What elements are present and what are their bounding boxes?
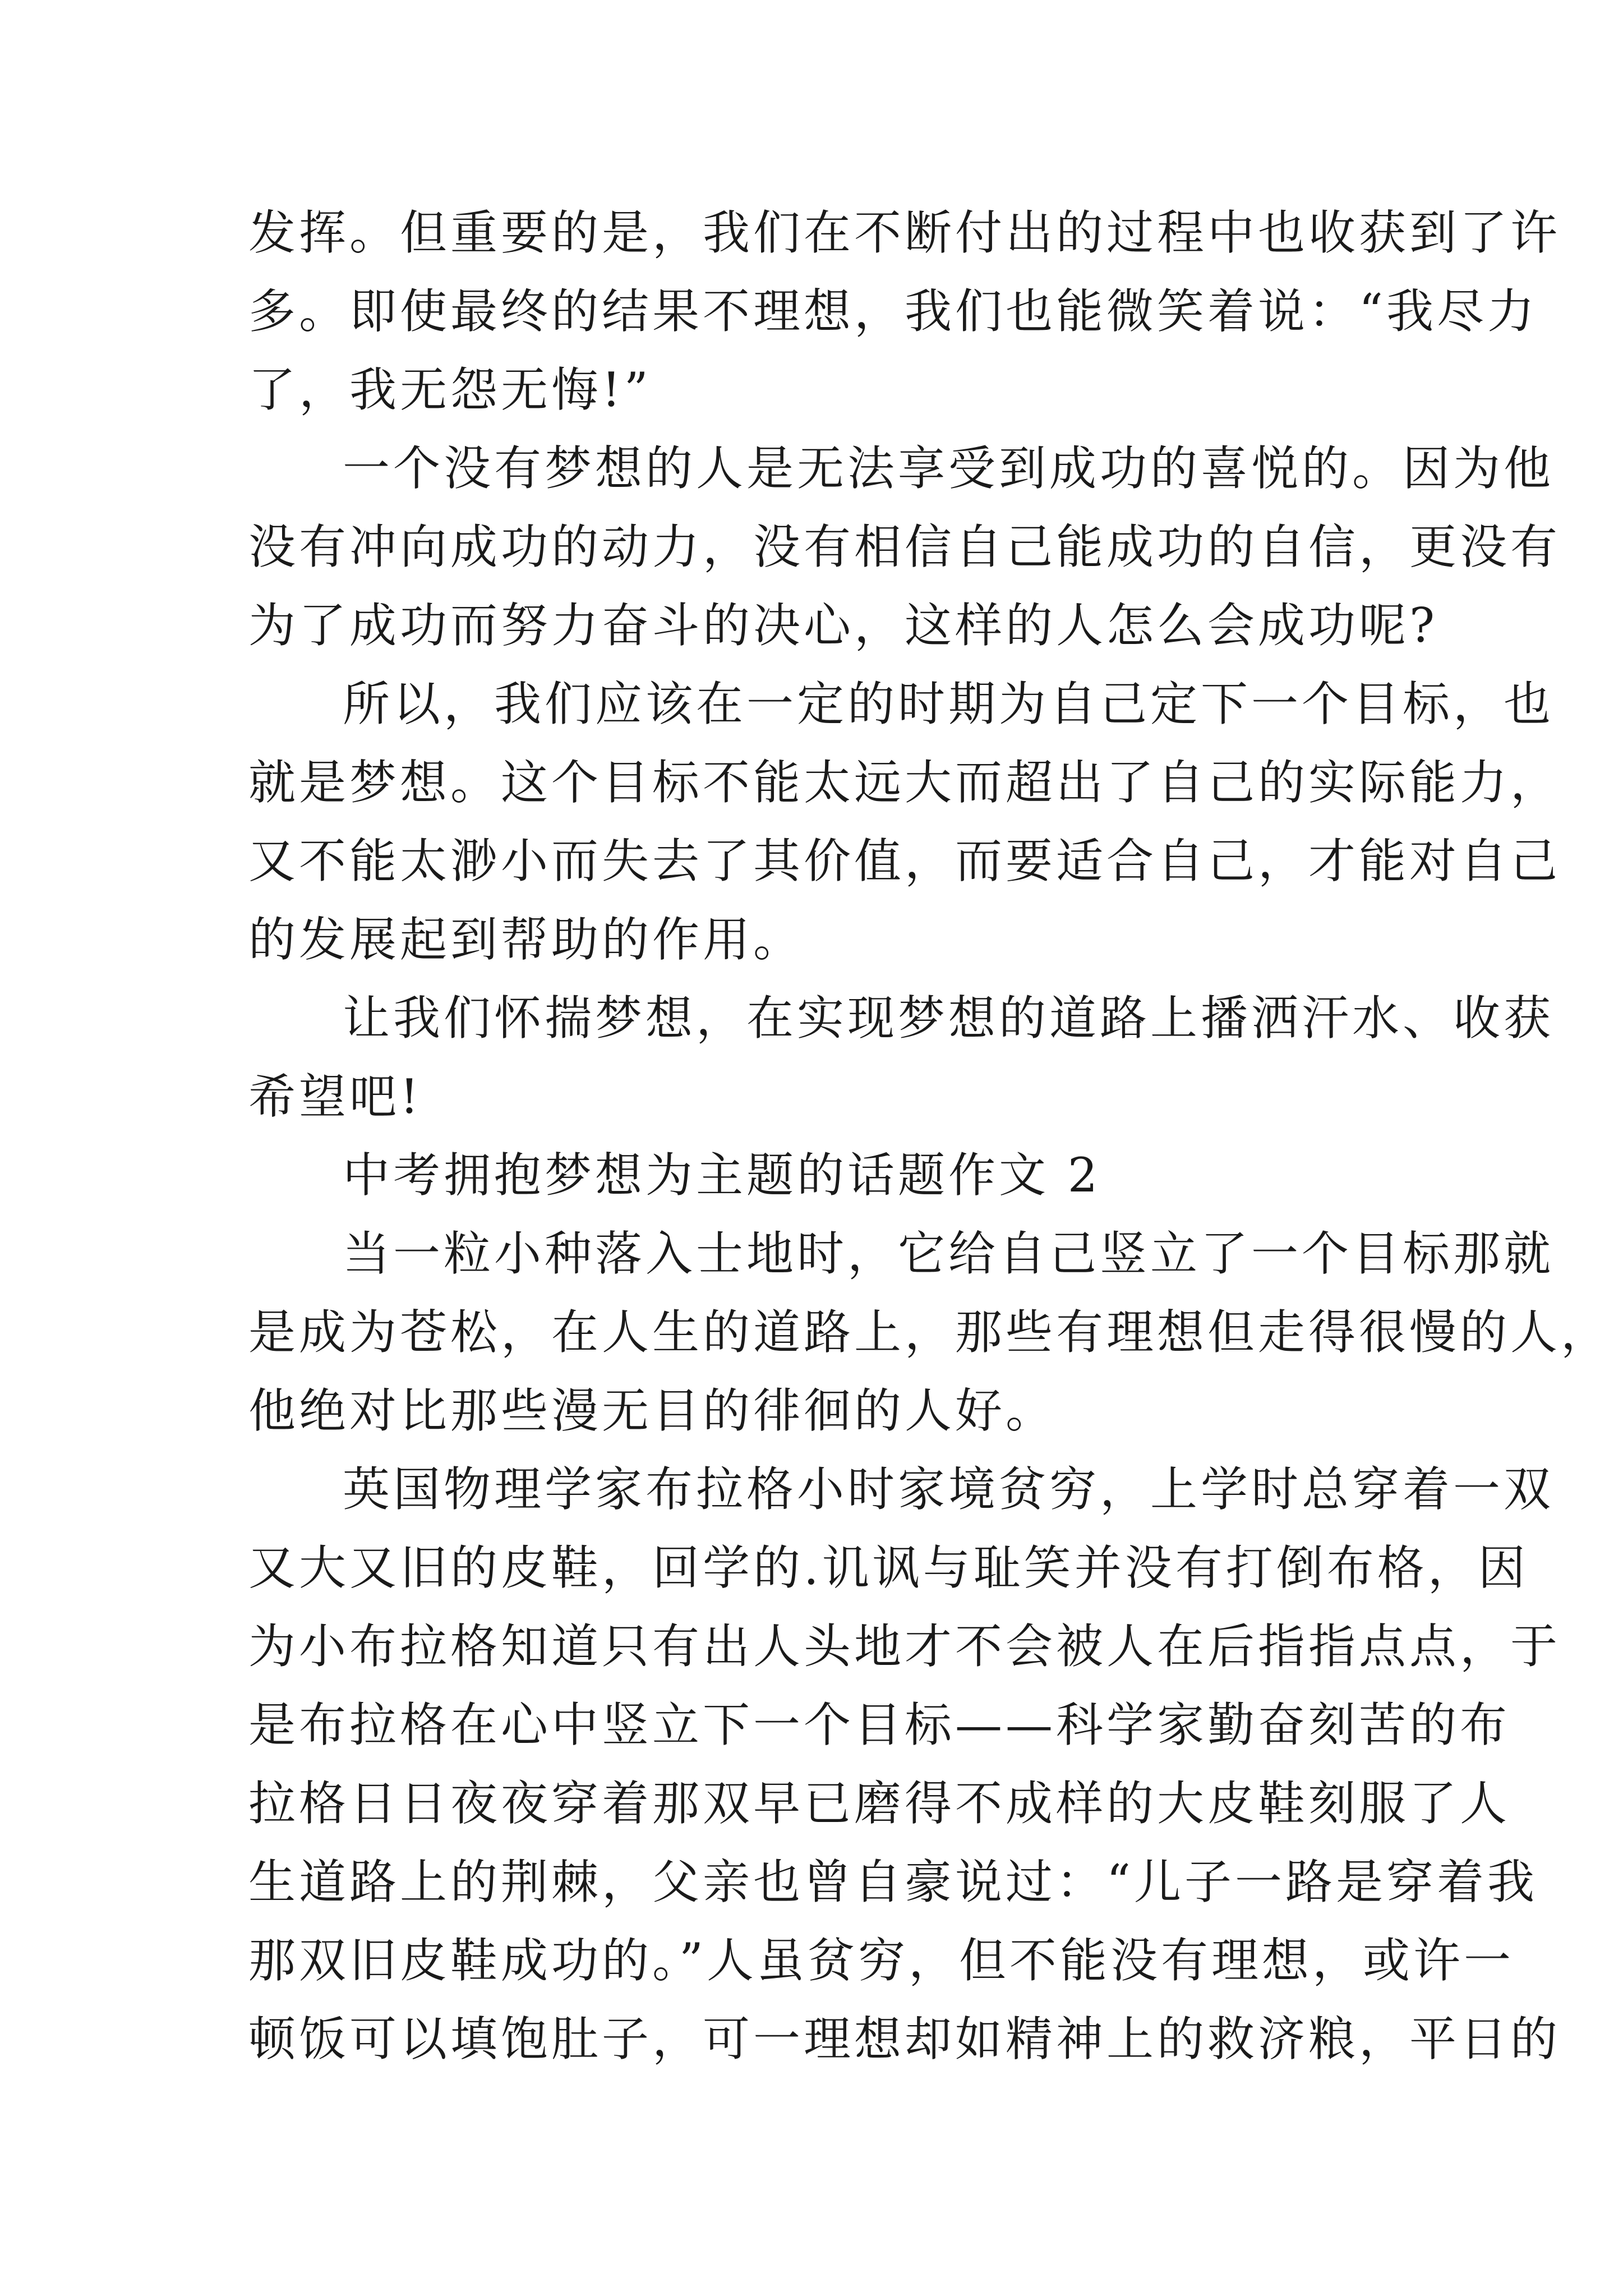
text-line: 的发展起到帮助的作用。 xyxy=(248,912,804,967)
text-line: 又大又旧的皮鞋，回学的.讥讽与耻笑并没有打倒布格，因 xyxy=(248,1540,1529,1595)
text-line: 了，我无怨无悔!” xyxy=(248,362,652,417)
text-line: 没有冲向成功的动力，没有相信自己能成功的自信，更没有 xyxy=(248,519,1561,574)
text-line: 多。即使最终的结果不理想，我们也能微笑着说：“我尽力 xyxy=(248,284,1538,339)
text-line: 为小布拉格知道只有出人头地才不会被人在后指指点点，于 xyxy=(248,1619,1561,1674)
text-line: 那双旧皮鞋成功的。”人虽贫穷，但不能没有理想，或许一 xyxy=(248,1933,1514,1988)
text-line: 拉格日日夜夜穿着那双早已磨得不成样的大皮鞋刻服了人 xyxy=(248,1776,1511,1831)
text-line: 又不能太渺小而失去了其价值，而要适合自己，才能对自己 xyxy=(248,834,1561,889)
text-line: 是成为苍松，在人生的道路上，那些有理想但走得很慢的人， xyxy=(248,1305,1612,1360)
paragraph-start-line: 让我们怀揣梦想，在实现梦想的道路上播洒汗水、收获 xyxy=(343,991,1555,1046)
text-line: 就是梦想。这个目标不能太远大而超出了自己的实际能力， xyxy=(248,755,1561,810)
text-line: 发挥。但重要的是，我们在不断付出的过程中也收获到了许 xyxy=(248,205,1561,260)
text-line: 为了成功而努力奋斗的决心，这样的人怎么会成功呢? xyxy=(248,598,1438,653)
paragraph-start-line: 英国物理学家布拉格小时家境贫穷，上学时总穿着一双 xyxy=(343,1462,1555,1517)
text-line: 希望吧! xyxy=(248,1069,422,1124)
paragraph-start-line: 当一粒小种落入士地时，它给自己竖立了一个目标那就 xyxy=(343,1226,1555,1281)
text-line: 生道路上的荆棘，父亲也曾自豪说过：“儿子一路是穿着我 xyxy=(248,1855,1538,1910)
text-line: 是布拉格在心中竖立下一个目标——科学家勤奋刻苦的布 xyxy=(248,1697,1511,1752)
essay-subtitle: 中考拥抱梦想为主题的话题作文 2 xyxy=(343,1148,1101,1203)
text-line: 顿饭可以填饱肚子，可一理想却如精神上的救济粮，平日的 xyxy=(248,2012,1561,2067)
paragraph-start-line: 所以，我们应该在一定的时期为自己定下一个目标，也 xyxy=(343,677,1555,731)
text-line: 他绝对比那些漫无目的徘徊的人好。 xyxy=(248,1383,1057,1438)
paragraph-start-line: 一个没有梦想的人是无法享受到成功的喜悦的。因为他 xyxy=(343,441,1555,496)
essay-body xyxy=(248,194,1612,2078)
